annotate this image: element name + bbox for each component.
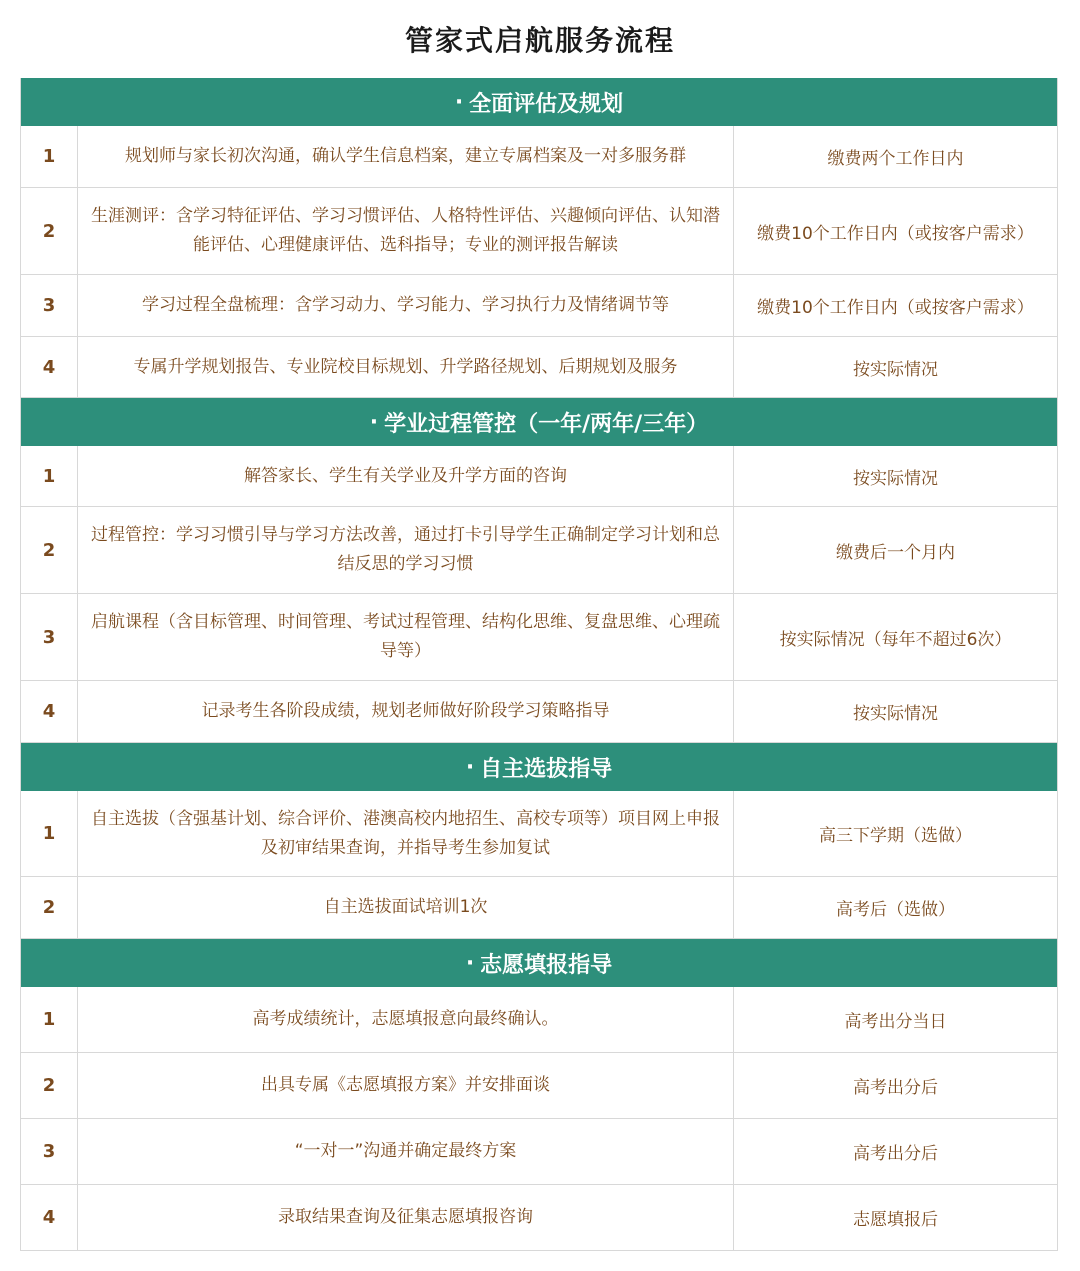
row-description: 专属升学规划报告、专业院校目标规划、升学路径规划、后期规划及服务 xyxy=(78,337,734,397)
section-header-application-guidance xyxy=(21,939,1057,987)
row-number: 4 xyxy=(21,1185,78,1250)
table-row xyxy=(21,1053,1057,1119)
row-time: 高三下学期（选做） xyxy=(819,826,972,846)
row-time: 按实际情况 xyxy=(853,359,938,380)
section-header-process-control xyxy=(21,398,1057,446)
table-row xyxy=(21,126,1057,188)
row-description: 记录考生各阶段成绩，规划老师做好阶段学习策略指导 xyxy=(78,681,734,742)
row-number: 1 xyxy=(21,791,78,876)
row-time: 缴费两个工作日内 xyxy=(827,149,964,169)
row-number: 2 xyxy=(21,1053,78,1118)
row-number: 1 xyxy=(21,126,78,187)
table-row xyxy=(21,188,1057,275)
row-time: 高考出分后 xyxy=(853,1078,938,1098)
row-number: 4 xyxy=(21,681,78,742)
row-time: 高考出分当日 xyxy=(844,1012,947,1032)
row-number: 3 xyxy=(21,275,78,336)
row-description: 规划师与家长初次沟通，确认学生信息档案，建立专属档案及一对多服务群 xyxy=(78,126,734,187)
bullet-dot-icon: · xyxy=(465,754,475,780)
table-row xyxy=(21,507,1057,594)
table-row xyxy=(21,1119,1057,1185)
row-number: 2 xyxy=(21,507,78,593)
section-title: 自主选拔指导 xyxy=(480,756,613,782)
table-row xyxy=(21,1185,1057,1251)
table-row xyxy=(21,446,1057,507)
row-description: 自主选拔（含强基计划、综合评价、港澳高校内地招生、高校专项等）项目网上申报及初审结果查询，并指导考生参加复试 xyxy=(78,791,734,876)
section-title: 学业过程管控（一年/两年/三年） xyxy=(384,411,709,437)
row-time: 缴费10个工作日内（或按客户需求） xyxy=(757,298,1034,318)
service-table xyxy=(20,78,1058,1251)
page-title: 管家式启航服务流程 xyxy=(404,24,675,57)
row-number: 2 xyxy=(21,877,78,938)
section-header-assessment xyxy=(21,78,1057,126)
table-row xyxy=(21,275,1057,337)
section-title: 全面评估及规划 xyxy=(469,91,624,117)
row-description: “一对一”沟通并确定最终方案 xyxy=(78,1119,734,1184)
row-description: 过程管控：学习习惯引导与学习方法改善，通过打卡引导学生正确制定学习计划和总结反思的学习习惯 xyxy=(78,507,734,593)
row-number: 2 xyxy=(21,188,78,274)
row-number: 4 xyxy=(21,337,78,397)
row-description: 解答家长、学生有关学业及升学方面的咨询 xyxy=(78,446,734,506)
row-time: 缴费后一个月内 xyxy=(836,542,955,563)
row-description: 录取结果查询及征集志愿填报咨询 xyxy=(78,1185,734,1250)
section-title: 志愿填报指导 xyxy=(480,952,613,978)
section-header-independent-selection xyxy=(21,743,1057,791)
bullet-dot-icon: · xyxy=(465,950,475,976)
bullet-dot-icon: · xyxy=(369,409,379,435)
row-description: 生涯测评：含学习特征评估、学习习惯评估、人格特性评估、兴趣倾向评估、认知潜能评估、心理健康评估、选科指导；专业的测评报告解读 xyxy=(78,188,734,274)
table-row xyxy=(21,337,1057,398)
row-description: 自主选拔面试培训1次 xyxy=(78,877,734,938)
table-row xyxy=(21,791,1057,877)
row-time: 按实际情况（每年不超过6次） xyxy=(779,629,1012,650)
row-number: 3 xyxy=(21,594,78,680)
row-description: 学习过程全盘梳理：含学习动力、学习能力、学习执行力及情绪调节等 xyxy=(78,275,734,336)
row-description: 启航课程（含目标管理、时间管理、考试过程管理、结构化思维、复盘思维、心理疏导等） xyxy=(78,594,734,680)
table-row xyxy=(21,594,1057,681)
row-number: 3 xyxy=(21,1119,78,1184)
row-time: 按实际情况 xyxy=(853,468,938,489)
row-time: 志愿填报后 xyxy=(853,1210,938,1230)
table-row xyxy=(21,987,1057,1053)
row-description: 高考成绩统计，志愿填报意向最终确认。 xyxy=(78,987,734,1052)
row-time: 高考后（选做） xyxy=(836,900,955,920)
row-time: 按实际情况 xyxy=(853,704,938,724)
row-number: 1 xyxy=(21,446,78,506)
table-row xyxy=(21,877,1057,939)
row-description: 出具专属《志愿填报方案》并安排面谈 xyxy=(78,1053,734,1118)
row-number: 1 xyxy=(21,987,78,1052)
row-time: 缴费10个工作日内（或按客户需求） xyxy=(757,223,1034,244)
row-time: 高考出分后 xyxy=(853,1144,938,1164)
table-row xyxy=(21,681,1057,743)
bullet-dot-icon: · xyxy=(454,89,464,115)
